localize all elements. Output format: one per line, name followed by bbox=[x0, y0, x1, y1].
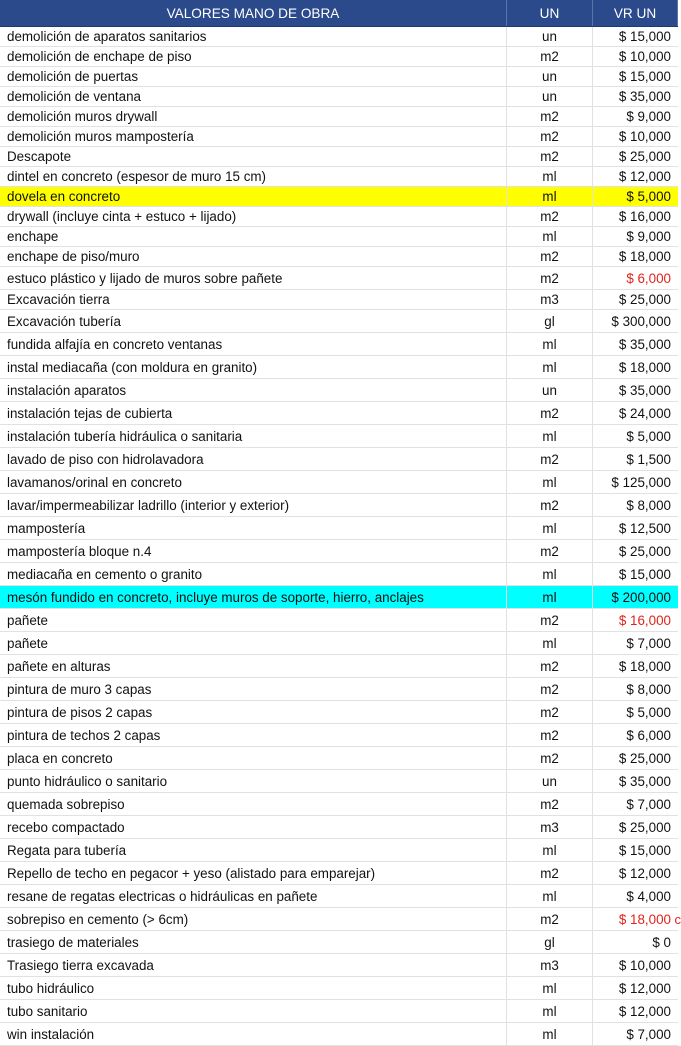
cell-value[interactable] bbox=[593, 67, 678, 86]
table-row bbox=[0, 247, 678, 267]
cell-value[interactable] bbox=[593, 207, 678, 226]
cell-value-text: $ 12,000 bbox=[619, 866, 671, 881]
cell-value-text: $ 7,000 bbox=[626, 1027, 671, 1042]
cell-value[interactable] bbox=[593, 379, 678, 401]
table-row bbox=[0, 747, 678, 770]
cell-value-text: $ 35,000 bbox=[619, 89, 671, 104]
table-row bbox=[0, 402, 678, 425]
table-row bbox=[0, 931, 678, 954]
cell-unit[interactable]: m2 bbox=[507, 107, 593, 126]
table-row bbox=[0, 632, 678, 655]
cell-unit[interactable]: m2 bbox=[507, 127, 593, 146]
table-row bbox=[0, 107, 678, 127]
cell-description[interactable]: pañete en alturas bbox=[0, 655, 507, 677]
cell-value[interactable] bbox=[593, 954, 678, 976]
table-row bbox=[0, 127, 678, 147]
table-row bbox=[0, 540, 678, 563]
cell-value-text: $ 18,000 bbox=[619, 659, 671, 674]
cell-value-text: $ 1,500 bbox=[626, 452, 671, 467]
cell-value[interactable] bbox=[593, 356, 678, 378]
table-row bbox=[0, 47, 678, 67]
cell-description[interactable]: sobrepiso en cemento (> 6cm) bbox=[0, 908, 507, 930]
table-row bbox=[0, 379, 678, 402]
table-row bbox=[0, 290, 678, 310]
cell-description[interactable]: demolición muros drywall bbox=[0, 107, 507, 126]
cell-value-text: $ 6,000 bbox=[626, 728, 671, 743]
cell-unit[interactable]: un bbox=[507, 67, 593, 86]
cell-description[interactable]: dintel en concreto (espesor de muro 15 cm) bbox=[0, 167, 507, 186]
cell-description[interactable]: demolición de puertas bbox=[0, 67, 507, 86]
cell-unit[interactable]: m2 bbox=[507, 147, 593, 166]
table-row bbox=[0, 471, 678, 494]
cell-unit[interactable]: ml bbox=[507, 471, 593, 493]
cell-value-text: $ 10,000 bbox=[619, 49, 671, 64]
cell-value[interactable] bbox=[593, 977, 678, 999]
table-body bbox=[0, 27, 678, 1046]
cell-description[interactable]: Repello de techo en pegacor + yeso (alistado para emparejar) bbox=[0, 862, 507, 884]
cell-unit[interactable]: m2 bbox=[507, 448, 593, 470]
table-row bbox=[0, 563, 678, 586]
cell-value[interactable] bbox=[593, 908, 678, 930]
cell-description[interactable]: mediacaña en cemento o granito bbox=[0, 563, 507, 585]
cell-unit[interactable]: m3 bbox=[507, 954, 593, 976]
cell-description[interactable]: punto hidráulico o sanitario bbox=[0, 770, 507, 792]
cell-value-text: $ 0 bbox=[652, 935, 671, 950]
table-row bbox=[0, 448, 678, 471]
cell-value[interactable] bbox=[593, 770, 678, 792]
cell-value-text: $ 5,000 bbox=[626, 189, 671, 204]
cell-unit[interactable]: ml bbox=[507, 977, 593, 999]
cell-unit[interactable]: ml bbox=[507, 517, 593, 539]
cell-value-text: $ 9,000 bbox=[626, 229, 671, 244]
cell-unit[interactable]: ml bbox=[507, 1023, 593, 1045]
table-row bbox=[0, 494, 678, 517]
header-value[interactable]: VR UN bbox=[593, 0, 678, 26]
cell-value[interactable] bbox=[593, 793, 678, 815]
cell-unit[interactable]: ml bbox=[507, 167, 593, 186]
cell-value-text: $ 15,000 bbox=[619, 567, 671, 582]
cell-value[interactable] bbox=[593, 227, 678, 246]
cell-value-text: $ 12,000 bbox=[619, 981, 671, 996]
cell-value[interactable] bbox=[593, 609, 678, 631]
cell-description[interactable]: Trasiego tierra excavada bbox=[0, 954, 507, 976]
cell-value[interactable] bbox=[593, 333, 678, 355]
cell-value[interactable] bbox=[593, 471, 678, 493]
cell-value-text: $ 35,000 bbox=[619, 383, 671, 398]
table-row bbox=[0, 885, 678, 908]
cell-value-text: $ 9,000 bbox=[626, 109, 671, 124]
cell-value-text: $ 25,000 bbox=[619, 820, 671, 835]
cell-description[interactable]: instal mediacaña (con moldura en granito) bbox=[0, 356, 507, 378]
cell-value-text: $ 25,000 bbox=[619, 751, 671, 766]
cell-unit[interactable]: m3 bbox=[507, 816, 593, 838]
cell-unit[interactable]: un bbox=[507, 379, 593, 401]
cell-description[interactable]: demolición de enchape de piso bbox=[0, 47, 507, 66]
cell-unit[interactable]: ml bbox=[507, 839, 593, 861]
cell-unit[interactable]: m2 bbox=[507, 609, 593, 631]
overflow-text: c bbox=[675, 912, 681, 927]
cell-value[interactable] bbox=[593, 931, 678, 953]
table-row bbox=[0, 816, 678, 839]
cell-description[interactable]: Excavación tierra bbox=[0, 290, 507, 309]
cell-description[interactable]: recebo compactado bbox=[0, 816, 507, 838]
cell-description[interactable]: trasiego de materiales bbox=[0, 931, 507, 953]
cell-description[interactable]: fundida alfajía en concreto ventanas bbox=[0, 333, 507, 355]
cell-description[interactable]: mampostería bbox=[0, 517, 507, 539]
table-row bbox=[0, 310, 678, 333]
cell-value[interactable] bbox=[593, 127, 678, 146]
table-row bbox=[0, 862, 678, 885]
cell-unit[interactable]: m2 bbox=[507, 655, 593, 677]
cell-value[interactable] bbox=[593, 402, 678, 424]
cell-value[interactable] bbox=[593, 1023, 678, 1045]
cell-description[interactable]: demolición de ventana bbox=[0, 87, 507, 106]
cell-value[interactable] bbox=[593, 563, 678, 585]
cell-value-text: $ 18,000 bbox=[619, 249, 671, 264]
cell-value-text: $ 15,000 bbox=[619, 843, 671, 858]
cell-value[interactable] bbox=[593, 167, 678, 186]
cell-value[interactable] bbox=[593, 247, 678, 266]
cell-description[interactable]: instalación tejas de cubierta bbox=[0, 402, 507, 424]
table-row bbox=[0, 207, 678, 227]
cell-value[interactable] bbox=[593, 816, 678, 838]
cell-value[interactable] bbox=[593, 147, 678, 166]
table-row bbox=[0, 87, 678, 107]
cell-value[interactable] bbox=[593, 187, 678, 206]
cell-value-text: $ 125,000 bbox=[611, 475, 671, 490]
cell-description[interactable]: pintura de pisos 2 capas bbox=[0, 701, 507, 723]
table-row bbox=[0, 333, 678, 356]
cell-value[interactable] bbox=[593, 1000, 678, 1022]
cell-value-text: $ 5,000 bbox=[626, 429, 671, 444]
table-row bbox=[0, 187, 678, 207]
cell-value-text: $ 18,000 bbox=[619, 360, 671, 375]
cell-value-text: $ 8,000 bbox=[626, 498, 671, 513]
cell-value-text: $ 10,000 bbox=[619, 958, 671, 973]
cell-value-text: $ 300,000 bbox=[611, 314, 671, 329]
cell-unit[interactable]: m2 bbox=[507, 47, 593, 66]
cell-unit[interactable]: ml bbox=[507, 1000, 593, 1022]
table-row bbox=[0, 793, 678, 816]
cell-description[interactable]: lavamanos/orinal en concreto bbox=[0, 471, 507, 493]
cell-value[interactable] bbox=[593, 27, 678, 46]
cell-value-text: $ 24,000 bbox=[619, 406, 671, 421]
cell-value-text: $ 15,000 bbox=[619, 69, 671, 84]
cell-value-text: $ 7,000 bbox=[626, 797, 671, 812]
cell-unit[interactable]: un bbox=[507, 27, 593, 46]
cell-value-text: $ 18,000 bbox=[619, 912, 671, 927]
table-row bbox=[0, 517, 678, 540]
cell-description[interactable]: dovela en concreto bbox=[0, 187, 507, 206]
cell-unit[interactable]: m2 bbox=[507, 267, 593, 289]
table-row bbox=[0, 425, 678, 448]
cell-description[interactable]: mesón fundido en concreto, incluye muros de soporte, hierro, anclajes bbox=[0, 586, 507, 608]
cell-value[interactable] bbox=[593, 310, 678, 332]
table-row bbox=[0, 1000, 678, 1023]
cell-value-text: $ 25,000 bbox=[619, 544, 671, 559]
cell-value-text: $ 5,000 bbox=[626, 705, 671, 720]
table-row bbox=[0, 678, 678, 701]
cell-value[interactable] bbox=[593, 632, 678, 654]
table-row bbox=[0, 701, 678, 724]
cell-value[interactable] bbox=[593, 586, 678, 608]
cell-unit[interactable]: gl bbox=[507, 310, 593, 332]
cell-description[interactable]: win instalación bbox=[0, 1023, 507, 1045]
cell-unit[interactable]: m2 bbox=[507, 701, 593, 723]
cell-value[interactable] bbox=[593, 540, 678, 562]
cell-unit[interactable]: ml bbox=[507, 227, 593, 246]
cell-value-text: $ 35,000 bbox=[619, 337, 671, 352]
cell-unit[interactable]: m2 bbox=[507, 747, 593, 769]
cell-description[interactable]: pañete bbox=[0, 609, 507, 631]
cell-unit[interactable]: m2 bbox=[507, 207, 593, 226]
cell-unit[interactable]: m2 bbox=[507, 247, 593, 266]
cell-description[interactable]: demolición de aparatos sanitarios bbox=[0, 27, 507, 46]
cell-value[interactable] bbox=[593, 517, 678, 539]
cell-unit[interactable]: gl bbox=[507, 931, 593, 953]
cell-description[interactable]: instalación tubería hidráulica o sanitaria bbox=[0, 425, 507, 447]
cell-value-text: $ 7,000 bbox=[626, 636, 671, 651]
cell-value[interactable] bbox=[593, 678, 678, 700]
cell-value[interactable] bbox=[593, 448, 678, 470]
cell-unit[interactable]: ml bbox=[507, 586, 593, 608]
cell-unit[interactable]: ml bbox=[507, 333, 593, 355]
table-row bbox=[0, 267, 678, 290]
cell-unit[interactable]: m2 bbox=[507, 862, 593, 884]
cell-unit[interactable]: un bbox=[507, 770, 593, 792]
cell-value-text: $ 8,000 bbox=[626, 682, 671, 697]
cell-description[interactable]: quemada sobrepiso bbox=[0, 793, 507, 815]
cell-unit[interactable]: m2 bbox=[507, 540, 593, 562]
table-row bbox=[0, 724, 678, 747]
cell-value-text: $ 12,000 bbox=[619, 169, 671, 184]
cell-description[interactable]: resane de regatas electricas o hidráulicas en pañete bbox=[0, 885, 507, 907]
cell-unit[interactable]: m2 bbox=[507, 908, 593, 930]
table-row bbox=[0, 27, 678, 47]
table-row bbox=[0, 147, 678, 167]
cell-unit[interactable]: un bbox=[507, 87, 593, 106]
cell-value[interactable] bbox=[593, 839, 678, 861]
cell-value[interactable] bbox=[593, 107, 678, 126]
cell-description[interactable]: lavado de piso con hidrolavadora bbox=[0, 448, 507, 470]
table-row bbox=[0, 586, 678, 609]
table-row bbox=[0, 1023, 678, 1046]
table-row bbox=[0, 839, 678, 862]
cell-unit[interactable]: ml bbox=[507, 563, 593, 585]
header-unit[interactable]: UN bbox=[507, 0, 593, 26]
cell-value-text: $ 25,000 bbox=[619, 292, 671, 307]
cell-description[interactable]: enchape de piso/muro bbox=[0, 247, 507, 266]
cell-description[interactable]: placa en concreto bbox=[0, 747, 507, 769]
cell-unit[interactable]: m2 bbox=[507, 724, 593, 746]
cell-description[interactable]: demolición muros mampostería bbox=[0, 127, 507, 146]
cell-value[interactable] bbox=[593, 862, 678, 884]
cell-unit[interactable]: ml bbox=[507, 632, 593, 654]
cell-value[interactable] bbox=[593, 87, 678, 106]
cell-description[interactable]: Regata para tubería bbox=[0, 839, 507, 861]
header-row bbox=[0, 0, 678, 27]
cell-value[interactable] bbox=[593, 747, 678, 769]
cell-value-text: $ 10,000 bbox=[619, 129, 671, 144]
cell-description[interactable]: pintura de muro 3 capas bbox=[0, 678, 507, 700]
cell-description[interactable]: estuco plástico y lijado de muros sobre pañete bbox=[0, 267, 507, 289]
cell-value-text: $ 16,000 bbox=[619, 613, 671, 628]
table-row bbox=[0, 954, 678, 977]
cell-unit[interactable]: m3 bbox=[507, 290, 593, 309]
table-row bbox=[0, 609, 678, 632]
cell-value[interactable] bbox=[593, 724, 678, 746]
table-row bbox=[0, 356, 678, 379]
cell-description[interactable]: pintura de techos 2 capas bbox=[0, 724, 507, 746]
table-row bbox=[0, 227, 678, 247]
cell-value[interactable] bbox=[593, 290, 678, 309]
cell-value[interactable] bbox=[593, 885, 678, 907]
cell-value[interactable] bbox=[593, 47, 678, 66]
cell-value-text: $ 25,000 bbox=[619, 149, 671, 164]
cell-value[interactable] bbox=[593, 267, 678, 289]
table-row bbox=[0, 67, 678, 87]
cell-value[interactable] bbox=[593, 701, 678, 723]
header-description[interactable]: VALORES MANO DE OBRA bbox=[0, 0, 507, 26]
cell-description[interactable]: enchape bbox=[0, 227, 507, 246]
cell-value-text: $ 4,000 bbox=[626, 889, 671, 904]
table-row bbox=[0, 655, 678, 678]
cell-description[interactable]: instalación aparatos bbox=[0, 379, 507, 401]
cell-unit[interactable]: ml bbox=[507, 885, 593, 907]
cell-value[interactable] bbox=[593, 655, 678, 677]
cell-unit[interactable]: ml bbox=[507, 187, 593, 206]
table-row bbox=[0, 908, 678, 931]
cell-value-text: $ 200,000 bbox=[611, 590, 671, 605]
cell-description[interactable]: pañete bbox=[0, 632, 507, 654]
cell-description[interactable]: mampostería bloque n.4 bbox=[0, 540, 507, 562]
cell-value[interactable] bbox=[593, 425, 678, 447]
cell-value-text: $ 12,500 bbox=[619, 521, 671, 536]
cell-unit[interactable]: ml bbox=[507, 356, 593, 378]
cell-unit[interactable]: m2 bbox=[507, 494, 593, 516]
cell-description[interactable]: lavar/impermeabilizar ladrillo (interior y exterior) bbox=[0, 494, 507, 516]
cell-value[interactable] bbox=[593, 494, 678, 516]
cell-value-text: $ 12,000 bbox=[619, 1004, 671, 1019]
cell-unit[interactable]: ml bbox=[507, 425, 593, 447]
cell-description[interactable]: tubo hidráulico bbox=[0, 977, 507, 999]
cell-value-text: $ 16,000 bbox=[619, 209, 671, 224]
cell-value-text: $ 6,000 bbox=[626, 271, 671, 286]
cell-description[interactable]: Descapote bbox=[0, 147, 507, 166]
table-row bbox=[0, 977, 678, 1000]
cell-description[interactable]: tubo sanitario bbox=[0, 1000, 507, 1022]
cell-unit[interactable]: m2 bbox=[507, 678, 593, 700]
cell-description[interactable]: drywall (incluye cinta + estuco + lijado) bbox=[0, 207, 507, 226]
table-row bbox=[0, 167, 678, 187]
table-row bbox=[0, 770, 678, 793]
cell-description[interactable]: Excavación tubería bbox=[0, 310, 507, 332]
cell-value-text: $ 15,000 bbox=[619, 29, 671, 44]
cell-unit[interactable]: m2 bbox=[507, 793, 593, 815]
cell-unit[interactable]: m2 bbox=[507, 402, 593, 424]
cell-value-text: $ 35,000 bbox=[619, 774, 671, 789]
